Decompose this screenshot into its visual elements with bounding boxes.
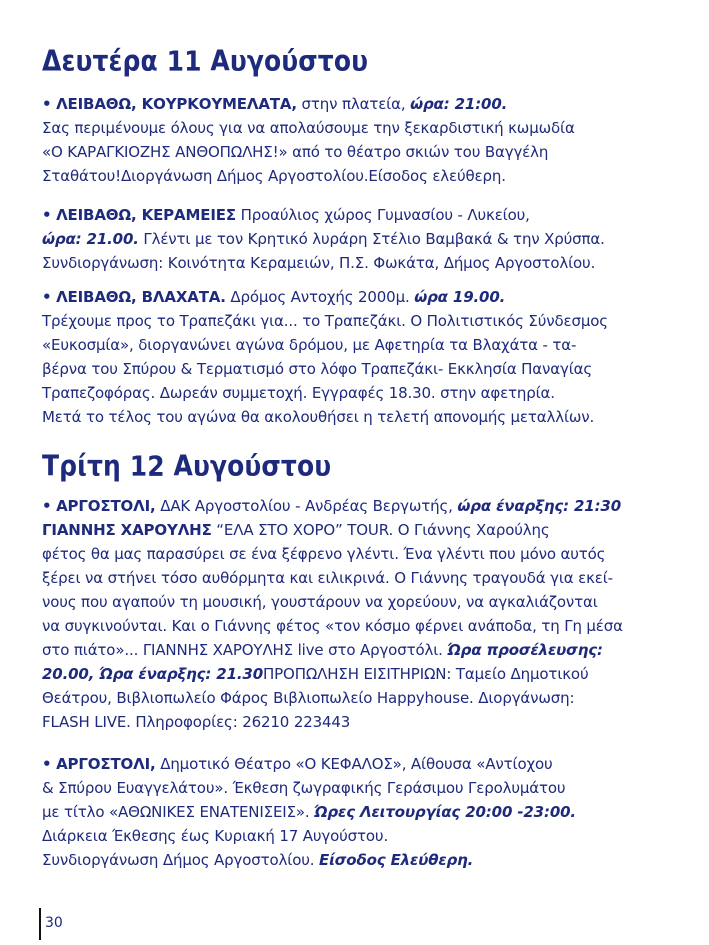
event-line: Τραπεζοφόρας. Δωρεάν συμμετοχή. Εγγραφές 18.30. στην αφετηρία. (42, 384, 555, 402)
bullet: • (42, 288, 52, 306)
event-line: να συγκινούνται. Και ο Γιάννης φέτος «τον κόσμο φέρνει ανάποδα, τη Γη μέσα (42, 617, 623, 635)
day-heading-tuesday: Τρίτη 12 Αυγούστου (42, 449, 332, 483)
bullet: • (42, 755, 52, 773)
event-kourkoumelata (42, 92, 674, 188)
event-place: ΑΡΓΟΣΤΟΛΙ, (56, 755, 156, 773)
event-line: & Σπύρου Ευαγγελάτου». Έκθεση ζωγραφικής Γεράσιμου Γερολυμάτου (42, 779, 566, 797)
bullet: • (42, 497, 52, 515)
event-line: φέτος θα μας παρασύρει σε ένα ξέφρενο γλέντι. Ένα γλέντι που μόνο αυτός (42, 545, 606, 563)
event-line: «Ο ΚΑΡΑΓΚΙΟΖΗΣ ΑΝΘΟΠΩΛΗΣ!» από το θέατρο σκιών του Βαγγέλη (42, 143, 549, 161)
event-text: “ΕΛΑ ΣΤΟ ΧΟΡΟ” TOUR. Ο Γιάννης Χαρούλης (211, 521, 550, 539)
event-place: ΑΡΓΟΣΤΟΛΙ, (56, 497, 156, 515)
event-line: Σας περιμένουμε όλους για να απολαύσουμε την ξεκαρδιστική κωμωδία (42, 119, 575, 137)
event-vlachata (42, 285, 674, 429)
event-line: «Ευκοσμία», διοργανώνει αγώνα δρόμου, με Αφετηρία τα Βλαχάτα - τα- (42, 336, 577, 354)
event-time: ώρα: 21:00. (410, 95, 508, 113)
event-text: με τίτλο «ΑΘΩΝΙΚΕΣ ΕΝΑΤΕΝΙΣΕΙΣ». (42, 803, 315, 821)
bullet: • (42, 206, 52, 224)
event-text: Δημοτικό Θέατρο «Ο ΚΕΦΑΛΟΣ», Αίθουσα «Αντίοχου (155, 755, 553, 773)
event-place: ΛΕΙΒΑΘΩ, ΒΛΑΧΑΤΑ. (56, 288, 226, 306)
event-time: ώρα 19.00. (414, 288, 506, 306)
event-text: Συνδιοργάνωση Δήμος Αργοστολίου. (42, 851, 319, 869)
event-line: FLASH LIVE. Πληροφορίες: 26210 223443 (42, 713, 351, 731)
event-time: Ώρες Λειτουργίας 20:00 -23:00. (314, 803, 576, 821)
event-line: Μετά το τέλος του αγώνα θα ακολουθήσει η τελετή απονομής μεταλλίων. (42, 408, 595, 426)
event-line: βέρνα του Σπύρου & Τερματισμό στο λόφο Τραπεζάκι- Εκκλησία Παναγίας (42, 360, 593, 378)
event-text: Γλέντι με τον Κρητικό λυράρη Στέλιο Βαμβακά & την Χρύσπα. (138, 230, 605, 248)
event-artist: ΓΙΑΝΝΗΣ ΧΑΡΟΥΛΗΣ (42, 521, 212, 539)
event-time: Ώρα προσέλευσης: (447, 641, 603, 659)
event-text: Δρόμος Αντοχής 2000μ. (225, 288, 415, 306)
event-charoulis-concert (42, 494, 674, 734)
event-exhibition (42, 752, 674, 872)
event-line: Τρέχουμε προς το Τραπεζάκι για... το Τραπεζάκι. Ο Πολιτιστικός Σύνδεσμος (42, 312, 608, 330)
event-line: Διάρκεια Έκθεσης έως Κυριακή 17 Αυγούστου. (42, 827, 389, 845)
day-heading-monday: Δευτέρα 11 Αυγούστου (42, 44, 369, 78)
event-time: 20.00, Ώρα έναρξης: 21.30 (42, 665, 264, 683)
page-number: 30 (39, 908, 63, 940)
event-text: ΠΡΟΠΩΛΗΣΗ ΕΙΣΙΤΗΡΙΩΝ: Ταμείο Δημοτικού (263, 665, 589, 683)
event-place: ΛΕΙΒΑΘΩ, ΚΟΥΡΚΟΥΜΕΛΑΤΑ, (56, 95, 297, 113)
bullet: • (42, 95, 52, 113)
event-text: στην πλατεία, (296, 95, 411, 113)
event-line: Συνδιοργάνωση: Κοινότητα Κεραμειών, Π.Σ. Φωκάτα, Δήμος Αργοστολίου. (42, 254, 596, 272)
event-line: ξέρει να στήνει τόσο αυθόρμητα και ειλικρινά. Ο Γιάννης τραγουδά για εκεί- (42, 569, 613, 587)
event-text: ΔΑΚ Αργοστολίου - Ανδρέας Βεργωτής, (155, 497, 458, 515)
event-keramies (42, 203, 674, 275)
event-line: Σταθάτου!Διοργάνωση Δήμος Αργοστολίου.Είσοδος ελεύθερη. (42, 167, 506, 185)
event-text: Προαύλιος χώρος Γυμνασίου - Λυκείου, (236, 206, 530, 224)
event-entry-free: Είσοδος Ελεύθερη. (318, 851, 474, 869)
event-place: ΛΕΙΒΑΘΩ, ΚΕΡΑΜΕΙΕΣ (56, 206, 236, 224)
event-text: στο πιάτο»... ΓΙΑΝΝΗΣ ΧΑΡΟΥΛΗΣ live στο Αργοστόλι. (42, 641, 448, 659)
event-line: Θεάτρου, Βιβλιοπωλείο Φάρος Βιβλιοπωλείο Happyhouse. Διοργάνωση: (42, 689, 575, 707)
event-time: ώρα έναρξης: 21:30 (457, 497, 622, 515)
event-line: νους που αγαπούν τη μουσική, γουστάρουν να χορεύουν, να αγκαλιάζονται (42, 593, 598, 611)
event-time: ώρα: 21.00. (42, 230, 139, 248)
